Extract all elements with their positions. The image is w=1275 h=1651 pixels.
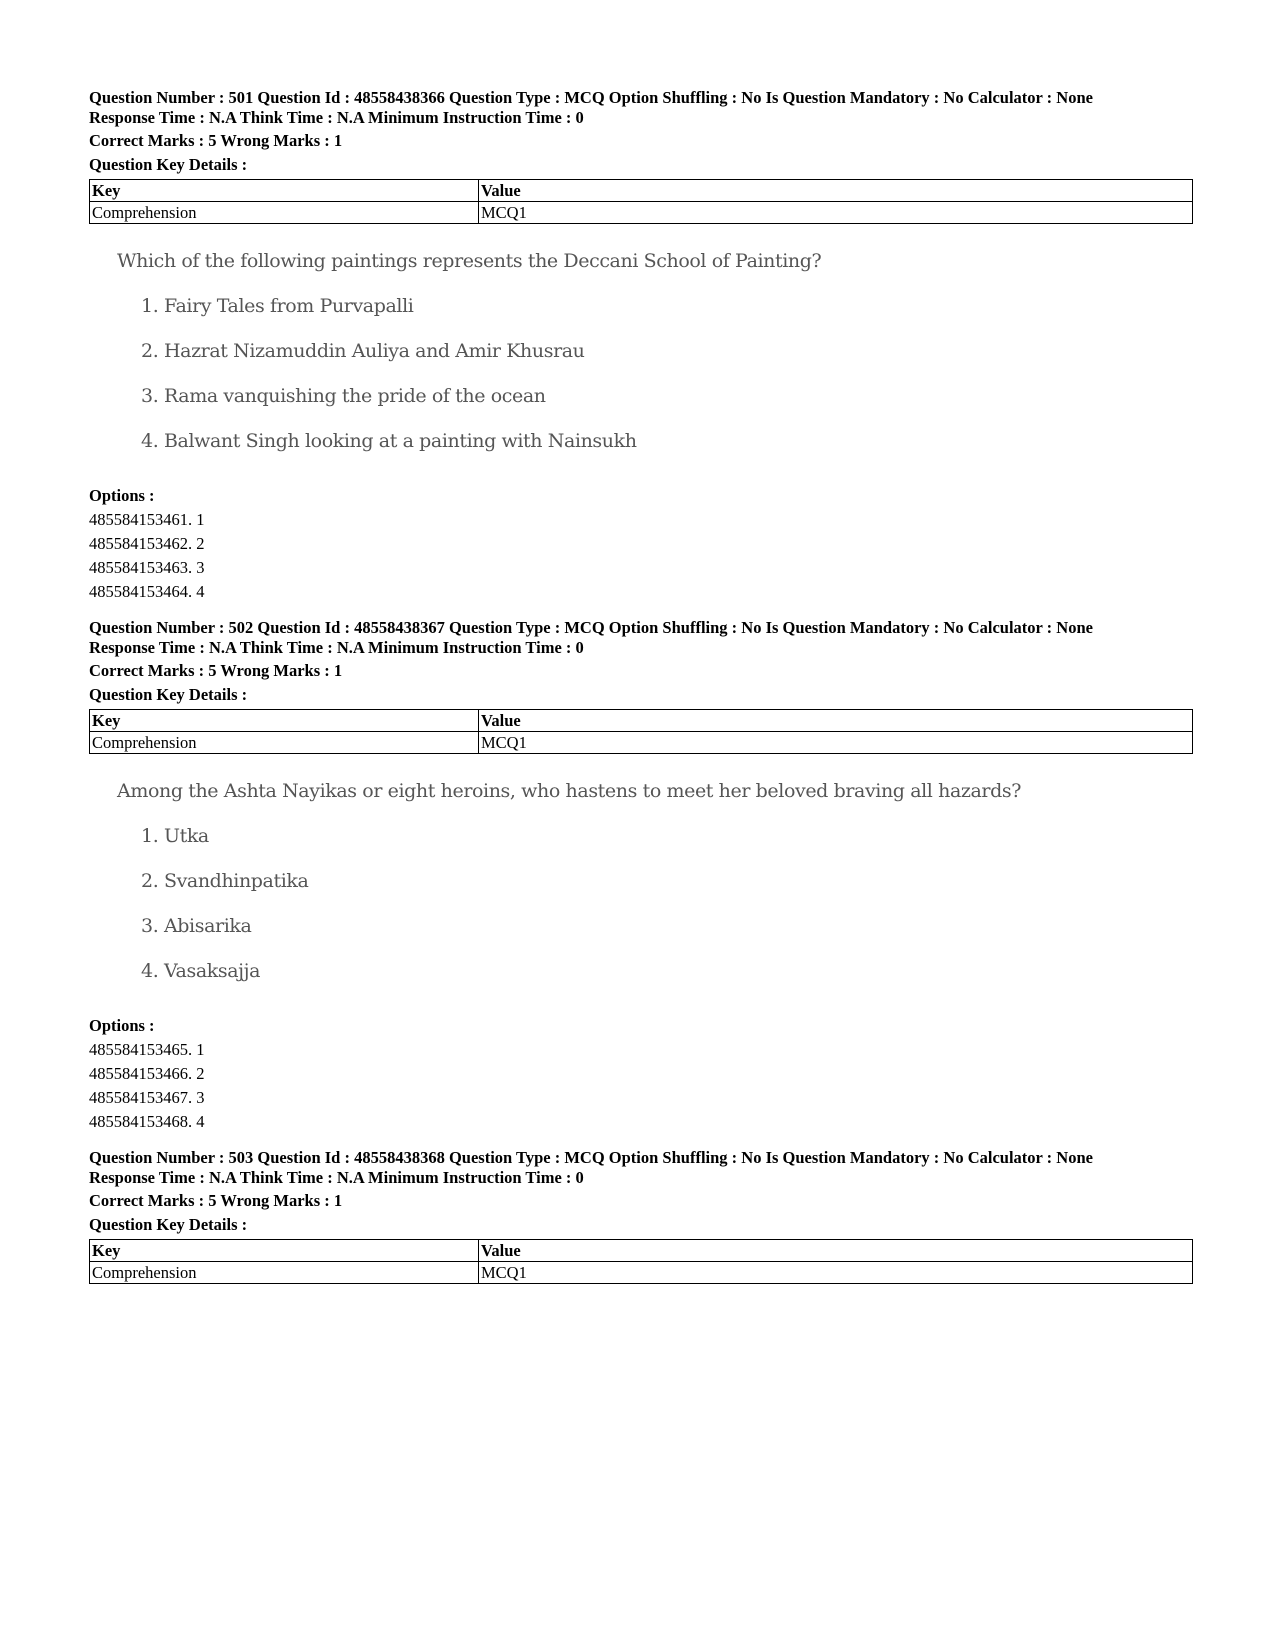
choice-item: 1. Utka — [141, 825, 209, 847]
table-header-row — [90, 1240, 1193, 1262]
key-details-table — [89, 179, 1193, 224]
option-item: 485584153464. 4 — [89, 582, 205, 601]
option-item: 485584153465. 1 — [89, 1040, 205, 1059]
key-details-table — [89, 1239, 1193, 1284]
table-header-row — [90, 180, 1193, 202]
question-image — [117, 250, 1193, 452]
table-cell-key: Comprehension — [90, 1262, 479, 1284]
key-details-label: Question Key Details : — [89, 1215, 248, 1234]
choice-item: 3. Abisarika — [141, 915, 252, 937]
table-header-value: Value — [479, 180, 1193, 202]
question-header-line2: Response Time : N.A Think Time : N.A Minimum Instruction Time : 0 — [89, 638, 584, 657]
option-item: 485584153463. 3 — [89, 558, 205, 577]
table-cell-value: MCQ1 — [479, 202, 1193, 224]
question-block-502 — [89, 618, 1193, 1134]
choice-item: 4. Vasaksajja — [141, 960, 261, 982]
question-block-503 — [89, 1148, 1193, 1284]
table-cell-value: MCQ1 — [479, 732, 1193, 754]
options-list — [89, 1038, 1193, 1134]
options-list — [89, 508, 1193, 604]
question-header-line1: Question Number : 502 Question Id : 48558438367 Question Type : MCQ Option Shuffling : No Is Question Mandatory : No Calculator : None — [89, 618, 1093, 637]
marks-line: Correct Marks : 5 Wrong Marks : 1 — [89, 661, 343, 680]
choice-item: 2. Svandhinpatika — [141, 870, 309, 892]
question-image — [117, 780, 1193, 982]
choice-item: 1. Fairy Tales from Purvapalli — [141, 295, 414, 317]
table-header-key: Key — [90, 1240, 479, 1262]
option-item: 485584153462. 2 — [89, 534, 205, 553]
table-cell-key: Comprehension — [90, 732, 479, 754]
options-label: Options : — [89, 1016, 155, 1035]
question-header-line2: Response Time : N.A Think Time : N.A Minimum Instruction Time : 0 — [89, 1168, 584, 1187]
option-item: 485584153467. 3 — [89, 1088, 205, 1107]
key-details-table — [89, 709, 1193, 754]
table-row — [90, 202, 1193, 224]
options-label: Options : — [89, 486, 155, 505]
choice-item: 3. Rama vanquishing the pride of the ocean — [141, 385, 546, 407]
question-text: Among the Ashta Nayikas or eight heroins, who hastens to meet her beloved braving all hazards? — [117, 780, 1022, 802]
option-item: 485584153466. 2 — [89, 1064, 205, 1083]
key-details-label: Question Key Details : — [89, 155, 248, 174]
table-row — [90, 1262, 1193, 1284]
table-header-key: Key — [90, 180, 479, 202]
marks-line: Correct Marks : 5 Wrong Marks : 1 — [89, 131, 343, 150]
question-text: Which of the following paintings represents the Deccani School of Painting? — [117, 250, 822, 272]
question-header-line1: Question Number : 503 Question Id : 48558438368 Question Type : MCQ Option Shuffling : No Is Question Mandatory : No Calculator : None — [89, 1148, 1093, 1167]
option-item: 485584153461. 1 — [89, 510, 205, 529]
question-header-line1: Question Number : 501 Question Id : 48558438366 Question Type : MCQ Option Shuffling : No Is Question Mandatory : No Calculator : None — [89, 88, 1093, 107]
table-cell-key: Comprehension — [90, 202, 479, 224]
question-header-line2: Response Time : N.A Think Time : N.A Minimum Instruction Time : 0 — [89, 108, 584, 127]
table-header-key: Key — [90, 710, 479, 732]
choice-item: 2. Hazrat Nizamuddin Auliya and Amir Khusrau — [141, 340, 585, 362]
table-header-value: Value — [479, 1240, 1193, 1262]
table-row — [90, 732, 1193, 754]
table-cell-value: MCQ1 — [479, 1262, 1193, 1284]
key-details-label: Question Key Details : — [89, 685, 248, 704]
marks-line: Correct Marks : 5 Wrong Marks : 1 — [89, 1191, 343, 1210]
question-block-501 — [89, 88, 1193, 604]
table-header-row — [90, 710, 1193, 732]
choice-item: 4. Balwant Singh looking at a painting with Nainsukh — [141, 430, 637, 452]
option-item: 485584153468. 4 — [89, 1112, 205, 1131]
table-header-value: Value — [479, 710, 1193, 732]
